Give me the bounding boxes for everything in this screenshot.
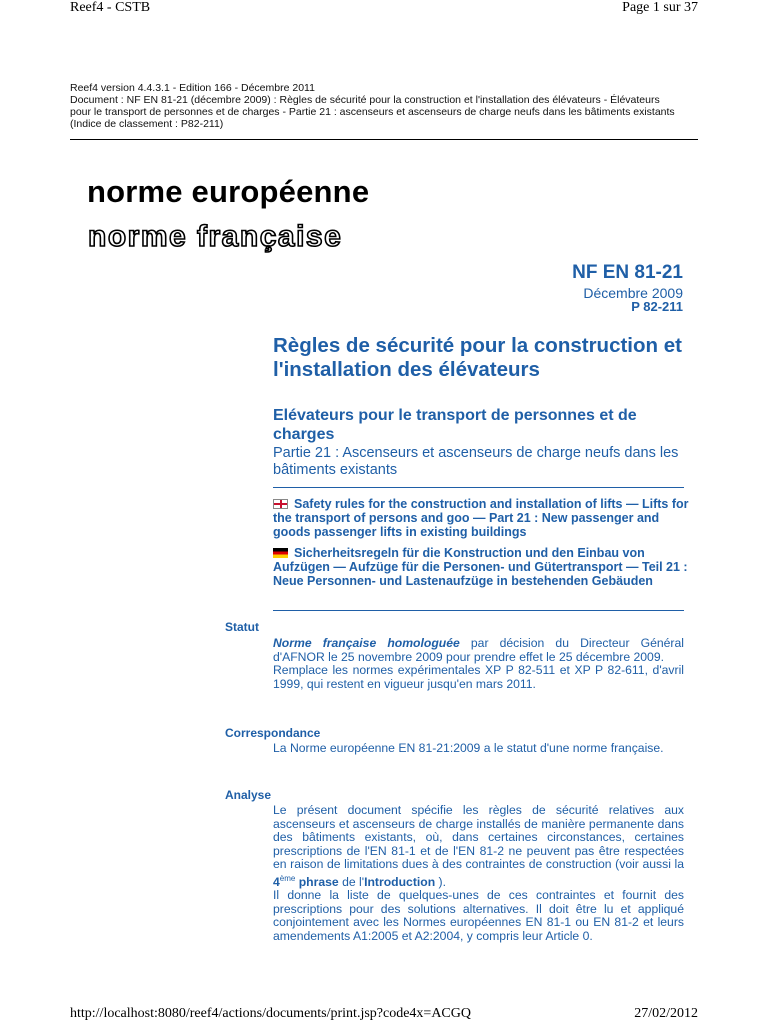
section-label-analyse: Analyse xyxy=(225,788,272,802)
uk-flag-icon xyxy=(273,499,288,509)
translations-divider xyxy=(273,610,684,611)
analyse-p1-text: Le présent document spécifie les règles de sécurité relatives aux ascenseurs et ascenseurs de charge installés de manière permanente dans des bâtiments existants, où, dans certaines circonstances, certaines prescriptions de l'EN 81-1 et de l'EN 81-2 ne peuvent pas être respectées en raison de limitations dues à des contraintes de construction (voir aussi la xyxy=(273,803,684,871)
meta-line-1: Reef4 version 4.4.3.1 - Edition 166 - Décembre 2011 xyxy=(70,82,315,94)
standard-number: NF EN 81-21 xyxy=(572,262,683,283)
print-footer-date: 27/02/2012 xyxy=(634,1006,698,1021)
section-text-correspondance xyxy=(273,742,684,756)
translation-german xyxy=(273,546,693,588)
document-meta xyxy=(70,82,710,130)
print-header-title: Reef4 - CSTB xyxy=(70,0,151,15)
print-header-page: Page 1 sur 37 xyxy=(622,0,698,15)
part-title: Partie 21 : Ascenseurs et ascenseurs de charge neufs dans les bâtiments existants xyxy=(273,445,679,478)
analyse-p1-end: ). xyxy=(435,874,446,889)
analyse-p1-de: de l' xyxy=(338,874,365,889)
standard-date: Décembre 2009 xyxy=(583,285,683,301)
statut-paragraph-2: Remplace les normes expérimentales XP P 82-511 et XP P 82-611, d'avril 1999, qui restent en vigueur jusqu'en mars 2011. xyxy=(273,663,684,691)
translation-german-text: Sicherheitsregeln für die Konstruction und den Einbau von Aufzügen — Aufzüge für die Personen- und Gütertransport — Teil 21 : Neue Personnen- und Lastenaufzüge in bestehenden Gebäuden xyxy=(273,546,688,588)
analyse-p1-sup: ème xyxy=(279,873,296,883)
sub-title: Elévateurs pour le transport de personnes et de charges xyxy=(273,407,637,443)
section-text-analyse xyxy=(273,804,684,943)
analyse-p1-number: 4 xyxy=(273,874,280,889)
meta-line-4: (Indice de classement : P82-211) xyxy=(70,118,224,130)
analyse-paragraph-2: Il donne la liste de quelques-unes de ces contraintes et fournit des prescriptions pour des solutions alternatives. Il doit être lu et appliqué conjointement avec les Normes européennes EN 81-1 ou EN 81-2 et leurs amendements A1:2005 et A2:2004, y compris leur Article 0. xyxy=(273,888,684,943)
statut-emphasis: Norme française homologuée xyxy=(273,636,460,650)
print-footer-url: http://localhost:8080/reef4/actions/documents/print.jsp?code4x=ACGQ xyxy=(70,1006,471,1021)
section-label-statut: Statut xyxy=(225,620,259,634)
analyse-p1-introduction: Introduction xyxy=(364,874,436,889)
section-text-statut xyxy=(273,637,684,691)
translation-english xyxy=(273,497,693,539)
heading-norme-francaise: norme française xyxy=(88,220,343,253)
title-divider xyxy=(273,487,684,488)
statut-paragraph-1 xyxy=(273,637,684,664)
meta-line-3: pour le transport de personnes et de charges - Partie 21 : ascenseurs et ascenseurs de charge neufs dans les bâtiments existants xyxy=(70,106,675,118)
german-flag-icon xyxy=(273,548,288,558)
header-divider xyxy=(70,139,698,140)
classification-index: P 82-211 xyxy=(631,299,683,314)
section-label-correspondance: Correspondance xyxy=(225,726,321,740)
analyse-paragraph-1 xyxy=(273,804,684,889)
meta-line-2: Document : NF EN 81-21 (décembre 2009) : Règles de sécurité pour la construction et l'installation des élévateurs - Élévateurs xyxy=(70,94,660,106)
statut-paragraph-1-rest: par décision du Directeur Général d'AFNOR le 25 novembre 2009 pour prendre effet le 25 décembre 2009. xyxy=(273,636,684,664)
correspondance-paragraph: La Norme européenne EN 81-21:2009 a le statut d'une norme française. xyxy=(273,741,664,755)
heading-norme-europeenne: norme européenne xyxy=(87,174,370,209)
translation-english-text: Safety rules for the construction and installation of lifts — Lifts for the transport of persons and goo — Part 21 : New passenger and goods passenger lifts in existing buildings xyxy=(273,497,689,539)
main-title: Règles de sécurité pour la construction et l'installation des élévateurs xyxy=(273,334,682,381)
analyse-p1-phrase: phrase xyxy=(295,874,339,889)
